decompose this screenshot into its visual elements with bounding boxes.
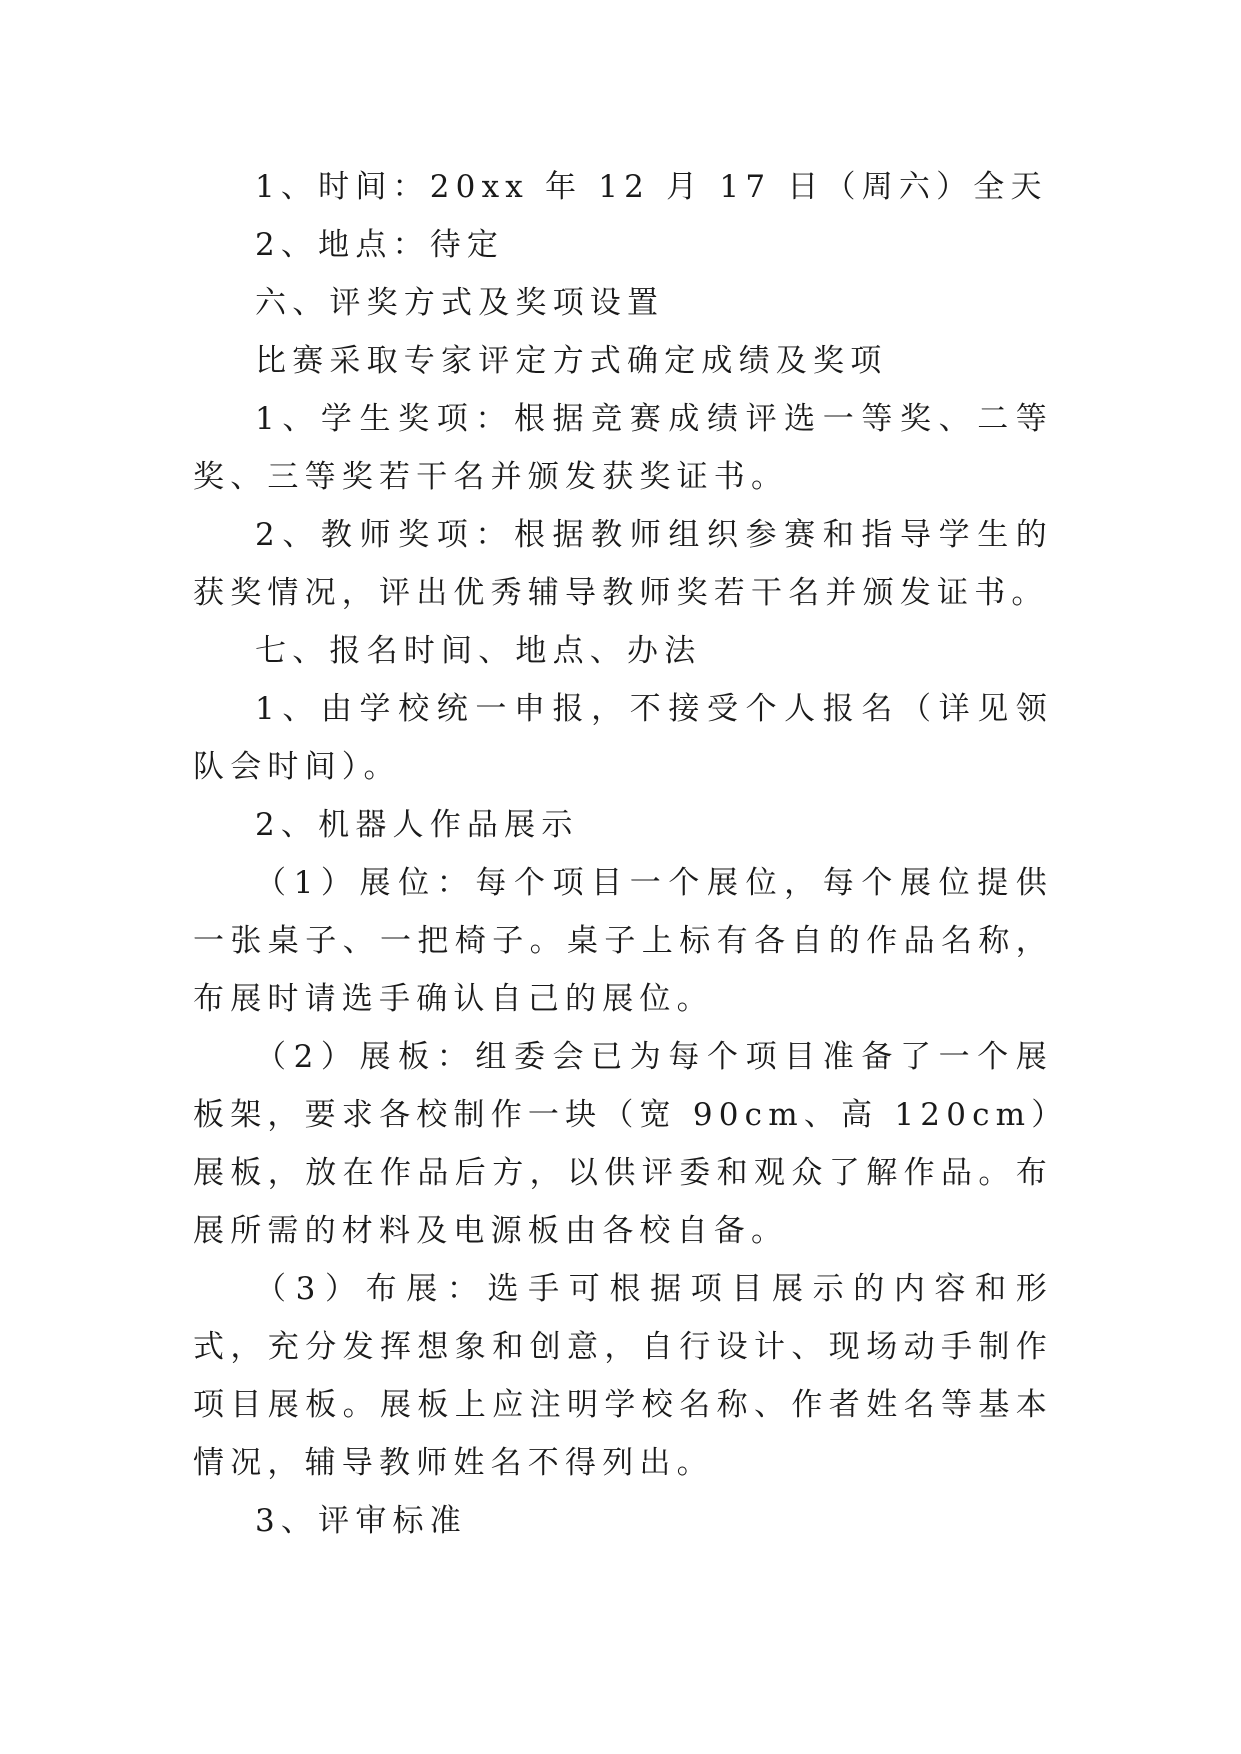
paragraph-display-board: （2）展板：组委会已为每个项目准备了一个展板架，要求各校制作一块（宽 90cm、高 120cm）展板，放在作品后方，以供评委和观众了解作品。布展所需的材料及电源板由各校自备。 [193, 1039, 1053, 1249]
document-body [193, 158, 1053, 1550]
paragraph-registration: 1、由学校统一申报，不接受个人报名（详见领队会时间）。 [193, 691, 1053, 785]
paragraph-location: 2、地点：待定 [255, 227, 505, 263]
paragraph-robot-showcase: 2、机器人作品展示 [255, 807, 579, 843]
section-heading-awards: 六、评奖方式及奖项设置 [255, 285, 665, 321]
paragraph-time: 1、时间：20xx 年 12 月 17 日（周六）全天 [255, 169, 1048, 205]
paragraph-setup: （3）布展：选手可根据项目展示的内容和形式，充分发挥想象和创意，自行设计、现场动手制作项目展板。展板上应注明学校名称、作者姓名等基本情况，辅导教师姓名不得列出。 [193, 1271, 1053, 1481]
paragraph-awards-intro: 比赛采取专家评定方式确定成绩及奖项 [255, 343, 888, 379]
paragraph-booth: （1）展位：每个项目一个展位，每个展位提供一张桌子、一把椅子。桌子上标有各自的作品名称，布展时请选手确认自己的展位。 [193, 865, 1053, 1017]
paragraph-student-awards: 1、学生奖项：根据竞赛成绩评选一等奖、二等奖、三等奖若干名并颁发获奖证书。 [193, 401, 1053, 495]
paragraph-judging-criteria: 3、评审标准 [255, 1503, 467, 1539]
section-heading-registration: 七、报名时间、地点、办法 [255, 633, 702, 669]
paragraph-teacher-awards: 2、教师奖项：根据教师组织参赛和指导学生的获奖情况，评出优秀辅导教师奖若干名并颁发证书。 [193, 517, 1053, 611]
